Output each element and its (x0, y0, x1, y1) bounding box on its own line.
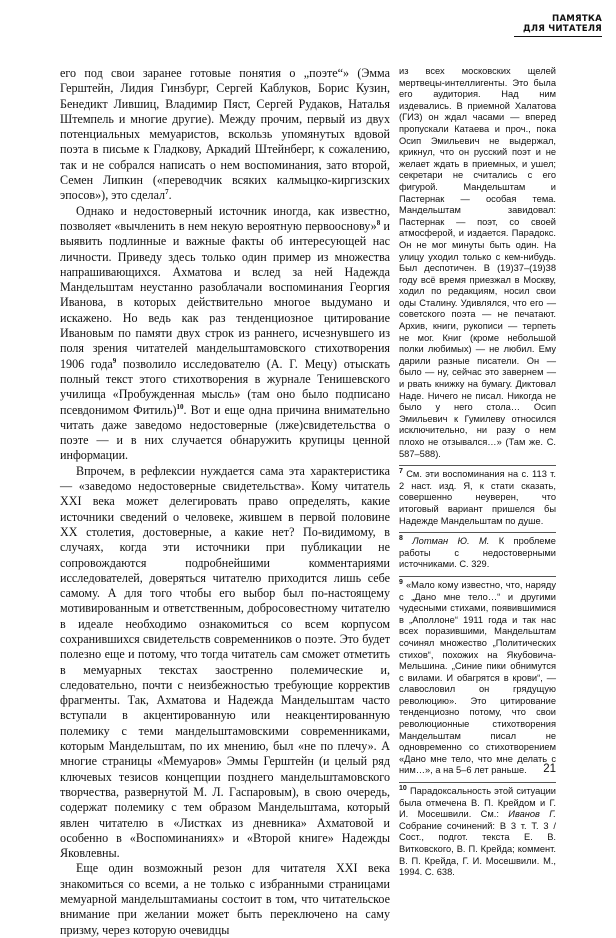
paragraph-2-text-d: . Вот и еще одна причина внимательно читать даже заведомо недостоверные (лже)свидетельства о поэте — и в них случается обнаружить крупицы ценной информации. (60, 402, 390, 463)
footnote-9-number: 9 (399, 578, 403, 586)
running-header (514, 14, 602, 37)
footnote-9-text: «Мало кому известно, что, наряду с „Дано мне тело…“ и другими чудесными стихами, появившимися в „Аполлоне“ 1911 года и так нас всех поразившими, Мандельштам сочинял множество „Политических стихов“, похожих на Якубовича-Мельшина. „Синие пики обнимутся с вилами. И обагрятся в крови“, — славословил он грядущую революцию». Это цитирование тенденциозно потому, что свои революционные стихотворения Мандельштам писал не одновременно со стихотворением «Дано мне тело, что мне делать с ним…», а на 5–6 лет раньше. (399, 579, 556, 776)
paragraph-4: Еще один возможный резон для читателя XXI века знакомиться со всеми, а не только с избранными страницами мемуарной мандельштамианы состоит в том, что читательское внимание при желании может быть переключено на саму призму, через которую очевидцы (60, 861, 390, 937)
footnote-ref-8[interactable]: 8 (376, 218, 381, 227)
footnote-6-continuation: из всех московских щелей мертвецы-интеллигенты. Это была его аудитория. Над ним издевались. В приемной Халатова (ГИЗ) он ждал часами — вперед пропускали Катаева и проч., пока Осип Эмильевич не выдержал, крикнул, что он русский поэт и не желает ждать в приемных, и ушел; секретари не считались с его фигурой. Мандельштам и Пастернак — особая тема. Мандельштам завидовал: Пастернак — поэт, со своей атмосферой, и издается. Парадокс. Он не мог минуты быть один. На улицу уходил только с кем-нибудь. Был деспотичен. В (19)37–(19)38 году всё время приезжал в Москву, ходил по редакциям, носил свои оды Сталину. Удивлялся, что его — советского поэта — не печатают. Архив, книги, рукописи — терпеть не мог. Книг (кроме небольшой полки любимых) — не любил. Ему дарили разные писатели. Он — было — ну, сейчас это завернем — и рвать книжку на бумагу. Диктовал Наде. Ничего не писал. Никогда не было у него стола… Осип Эмильевич к Гумилеву относился исключительно, ни разу о нем плохо не отзывался…» (Там же. С. 587–588). (399, 66, 556, 459)
footnote-ref-10[interactable]: 10 (176, 402, 184, 411)
paragraph-2 (60, 204, 390, 464)
paragraph-2-text-b: и выявить подлинные и важные факты об интересующей нас личности. Приведу здесь только один пример из множества напрашивающихся. Ахматова и вслед за ней Надежда Мандельштам неустанно разоблачали воспоминания Георгия Иванова, в которых действительно многое выдумано и искажено. Но ведь как раз тенденциозное цитирование Ивановым по памяти двух строк из раннего, исчезнувшего из поля зрения читателей мандельштамовского стихотворения 1906 года (60, 218, 390, 371)
footnote-8 (399, 532, 556, 571)
footnote-ref-7[interactable]: 7 (165, 188, 169, 197)
footnote-8-author: Лотман Ю. М. (412, 536, 490, 547)
footnote-10-text-b: Собрание сочинений: В 3 т. Т. 3 / Сост., подгот. текста Е. В. Витковского, В. П. Крейда; коммент. В. П. Крейда, Г. И. Мосешвили. М., 1994. С. 638. (399, 820, 556, 878)
footnote-7-text: См. эти воспоминания на с. 113 т. 2 наст. изд. Я, к стати сказать, совершенно неуверен, что итоговый вариант пришелся бы Надежде Мандельштам по душе. (399, 469, 556, 526)
footnote-7 (399, 465, 556, 527)
page-number: 21 (543, 763, 556, 775)
footnote-10 (399, 782, 556, 879)
paragraph-2-text-a: Однако и недостоверный источник иногда, как известно, позволяет «вычленить в нем некую вероятную первооснову» (60, 203, 390, 233)
paragraph-1 (60, 66, 390, 204)
paragraph-1-end: . (168, 188, 172, 203)
footnote-8-text: К проблеме работы с недостоверными источниками. С. 329. (399, 536, 556, 570)
footnote-10-number: 10 (399, 784, 407, 792)
header-rule (514, 36, 602, 37)
footnotes-column (399, 66, 556, 879)
footnote-8-number: 8 (399, 535, 403, 543)
header-line-1: ПАМЯТКА (552, 14, 602, 24)
footnote-7-number: 7 (399, 468, 403, 476)
footnote-9 (399, 576, 556, 777)
footnote-10-text-a: Парадоксальность этой ситуации была отмечена В. П. Крейдом и Г. И. Мосешвили. См.: (399, 786, 556, 820)
header-line-2: ДЛЯ ЧИТАТЕЛЯ (523, 24, 602, 34)
paragraph-1-text: его под свои заранее готовые понятия о „поэте“» (Эмма Герштейн, Лидия Гинзбург, Сергей Каблуков, Борис Кузин, Бенедикт Лившиц, Владимир Пяст, Сергей Рудаков, Наталья Штемпель и многие другие). Между прочим, первый из двух потенциальных мемуаристов, вскользь упомянутых вдовой поэта в письме к Гладкову, Аркадий Штейнберг, к сожалению, так и не собрался написать о нем воспоминания, зато второй, Семен Липкин («переводчик всяких калмыцко-киргизских эпосов»), это сделал (60, 66, 390, 203)
main-text-column (60, 66, 390, 938)
footnote-10-author: Иванов Г. (508, 809, 556, 820)
footnote-ref-9[interactable]: 9 (112, 356, 117, 365)
paragraph-2-text-c: позволило исследователю (А. Г. Мецу) отыскать полный текст этого стихотворения в журнале Тенишевского училища «Пробужденная мысль» (там оно было подписано псевдонимом Фитиль) (60, 356, 390, 417)
paragraph-3: Впрочем, в рефлексии нуждается сама эта характеристика — «заведомо недостоверные свидетельства». Кому читатель XXI века может делегировать право определять, какие источники сведений о человеке, жившем в первой половине XX столетия, достоверные, а какие нет? По-видимому, в случаях, когда эти источники при публикации не сопровождаются подробнейшими комментариями исследователей, доверяться читателю приходится лишь себе самому. А для того чтобы его выбор был по-настоящему мотивированным и ответственным, добросовестному читателю в идеале необходимо ознакомиться со всем корпусом сохранившихся свидетельств современников о поэте. Это будет полезно еще и потому, что тогда читатель сам сможет отметить в мемуарных текстах заостренно полемические и, следовательно, почти с неизбежностью требующие корректив фрагменты. Так, Ахматова и Надежда Мандельштам часто вступали в акцентированную или неакцентированную полемику с теми мандельштамовскими современниками, которым Мандельштам, по их мнению, был «не по плечу». А многие страницы «Мемуаров» Эммы Герштейн (и целый ряд ключевых тезисов концепции позднего мандельштамовского творчества, развернутой М. Л. Гаспаровым), в свою очередь, содержат полемику с тем образом Мандельштама, который явлен читателю в «Листках из дневника» Ахматовой и особенно в «Воспоминаниях» и «Второй книге» Надежды Яковлевны. (60, 463, 390, 861)
